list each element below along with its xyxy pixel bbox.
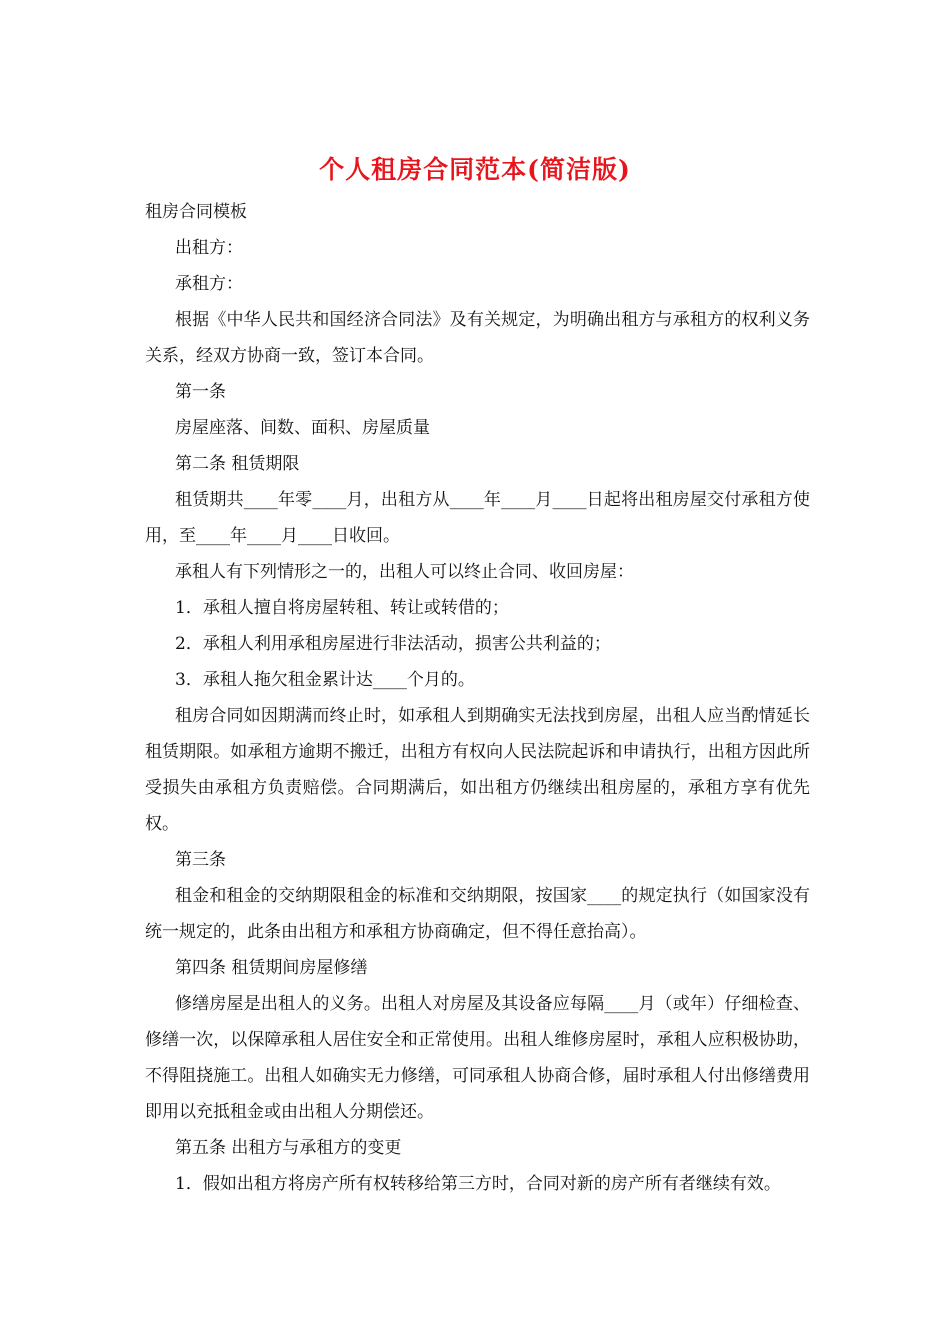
repair-paragraph: 修缮房屋是出租人的义务。出租人对房屋及其设备应每隔____月（或年）仔细检查、修缮一次，以保障承租人居住安全和正常使用。出租人维修房屋时，承租人应积极协助，不得阻挠施工。出租人如确实无力修缮，可同承租人协商合修，届时承租人付出修缮费用即用以充抵租金或由出租人分期偿还。	[145, 994, 810, 1122]
termination-intro: 承租人有下列情形之一的，出租人可以终止合同、收回房屋：	[175, 562, 634, 582]
transfer-item-1: 1．假如出租方将房产所有权转移给第三方时，合同对新的房产所有者继续有效。	[175, 1174, 781, 1194]
expiry-paragraph: 租房合同如因期满而终止时，如承租人到期确实无法找到房屋，出租人应当酌情延长租赁期限。如承租方逾期不搬迁，出租方有权向人民法院起诉和申请执行，出租方因此所受损失由承租方负责赔偿。合同期满后，如出租方仍继续出租房屋的，承租方享有优先权。	[145, 706, 810, 834]
termination-item-1: 1．承租人擅自将房屋转租、转让或转借的；	[175, 598, 509, 618]
article-1-text: 房屋座落、间数、面积、房屋质量	[175, 418, 430, 438]
lessee-line: 承租方：	[175, 274, 243, 294]
preamble-paragraph: 根据《中华人民共和国经济合同法》及有关规定，为明确出租方与承租方的权利义务关系，经双方协商一致，签订本合同。	[145, 310, 810, 366]
article-2-heading: 第二条 租赁期限	[175, 454, 300, 474]
lease-term-paragraph: 租赁期共____年零____月，出租方从____年____月____日起将出租房屋交付承租方使用，至____年____月____日收回。	[145, 490, 810, 546]
article-3-heading: 第三条	[175, 850, 226, 870]
article-4-heading: 第四条 租赁期间房屋修缮	[175, 958, 368, 978]
article-1-heading: 第一条	[175, 382, 226, 402]
document-title: 个人租房合同范本(简洁版)	[319, 155, 631, 184]
lessor-line: 出租方：	[175, 238, 243, 258]
subtitle-line: 租房合同模板	[145, 202, 247, 222]
document-body	[145, 194, 810, 1202]
article-5-heading: 第五条 出租方与承租方的变更	[175, 1138, 402, 1158]
termination-item-3: 3．承租人拖欠租金累计达____个月的。	[175, 670, 475, 690]
rent-paragraph: 租金和租金的交纳期限租金的标准和交纳期限，按国家____的规定执行（如国家没有统一规定的，此条由出租方和承租方协商确定，但不得任意抬高）。	[145, 886, 810, 942]
termination-item-2: 2．承租人利用承租房屋进行非法活动，损害公共利益的；	[175, 634, 611, 654]
